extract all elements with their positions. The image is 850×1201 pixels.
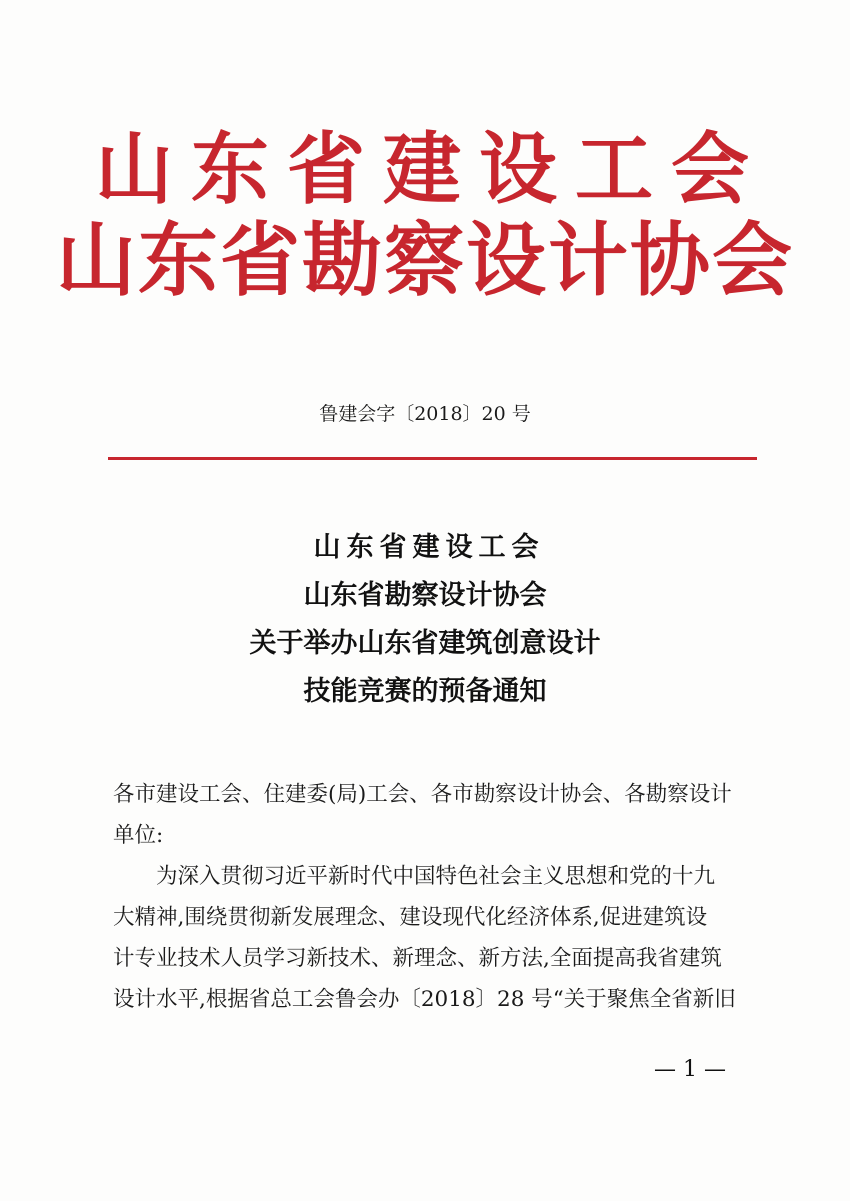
- body-line-5: 计专业技术人员学习新技术、新理念、新方法,全面提高我省建筑: [113, 946, 722, 971]
- body-line-6: 设计水平,根据省总工会鲁会办〔2018〕28 号“关于聚焦全省新旧: [113, 987, 736, 1012]
- notice-title-line-4: 技能竞赛的预备通知: [303, 676, 547, 707]
- body-line-4: 大精神,围绕贯彻新发展理念、建设现代化经济体系,促进建筑设: [113, 905, 708, 930]
- header-org-line-2: 山东省勘察设计协会: [56, 213, 794, 307]
- header-org-line-1: 山东省建设工会: [94, 124, 767, 215]
- body-line-2: 单位:: [113, 823, 164, 848]
- body-line-3: 为深入贯彻习近平新时代中国特色社会主义思想和党的十九: [113, 864, 716, 889]
- body-line-1: 各市建设工会、住建委(局)工会、各市勘察设计协会、各勘察设计: [113, 782, 732, 807]
- document-number: 鲁建会字〔2018〕20 号: [319, 403, 531, 425]
- notice-title-line-1: 山东省建设工会: [313, 532, 545, 563]
- red-separator-line: [108, 457, 757, 460]
- notice-title-line-3: 关于举办山东省建筑创意设计: [249, 628, 601, 659]
- notice-title-line-2: 山东省勘察设计协会: [303, 580, 547, 611]
- page-number: — 1 —: [654, 1057, 726, 1082]
